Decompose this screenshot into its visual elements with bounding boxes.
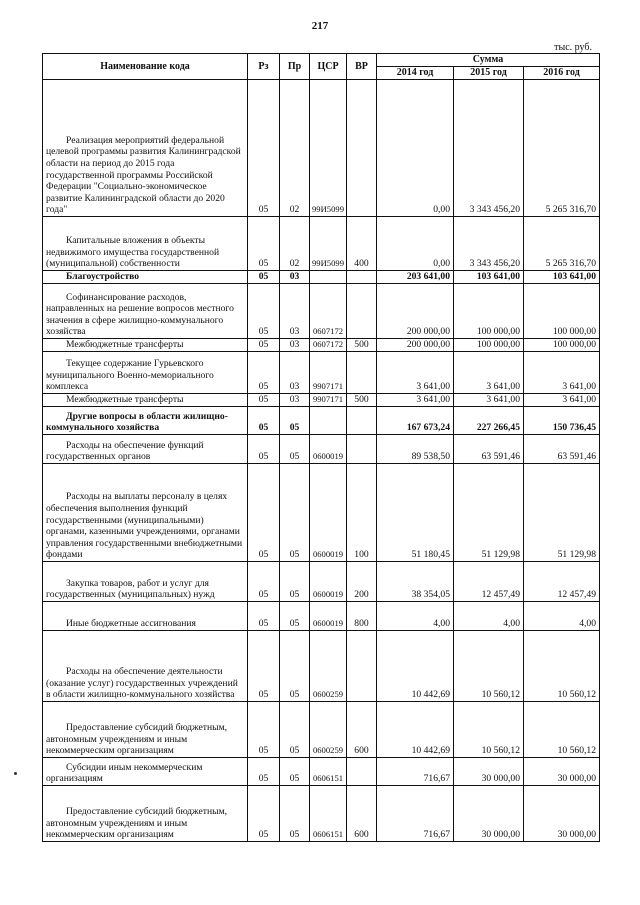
row-2016: 30 000,00 xyxy=(524,786,600,842)
row-2016: 5 265 316,70 xyxy=(524,80,600,217)
row-vr: 500 xyxy=(347,339,377,352)
row-2014: 38 354,05 xyxy=(377,562,454,602)
row-vr xyxy=(347,631,377,702)
row-pr: 05 xyxy=(280,562,310,602)
row-vr xyxy=(347,758,377,786)
row-csr: 0600019 xyxy=(310,562,347,602)
table-row xyxy=(43,464,600,562)
table-row xyxy=(43,339,600,352)
row-vr xyxy=(347,284,377,339)
row-pr: 03 xyxy=(280,394,310,407)
table-row xyxy=(43,786,600,842)
row-vr xyxy=(347,435,377,464)
row-pr: 05 xyxy=(280,602,310,631)
row-name: Реализация мероприятий федеральной целевой программы развития Калининградской области на период до 2015 года государственной программы Российской Федерации "Социально-экономическое развитие Калининградской области до 2020 года" xyxy=(43,80,248,217)
row-pr: 05 xyxy=(280,631,310,702)
row-vr: 600 xyxy=(347,786,377,842)
row-vr: 500 xyxy=(347,394,377,407)
row-2015: 12 457,49 xyxy=(454,562,524,602)
row-rz: 05 xyxy=(248,435,280,464)
row-rz: 05 xyxy=(248,702,280,758)
header-name: Наименование кода xyxy=(43,54,248,80)
row-rz: 05 xyxy=(248,631,280,702)
row-pr: 05 xyxy=(280,758,310,786)
row-2015: 4,00 xyxy=(454,602,524,631)
row-2015: 10 560,12 xyxy=(454,702,524,758)
row-rz: 05 xyxy=(248,339,280,352)
scan-speck xyxy=(14,772,17,775)
row-rz: 05 xyxy=(248,407,280,435)
row-csr: 0600019 xyxy=(310,464,347,562)
row-csr: 0600019 xyxy=(310,602,347,631)
row-csr: 0607172 xyxy=(310,284,347,339)
row-name: Предоставление субсидий бюджетным, автономным учреждениям и иным некоммерческим организациям xyxy=(43,702,248,758)
row-pr: 02 xyxy=(280,80,310,217)
row-csr: 99И5099 xyxy=(310,80,347,217)
row-2015: 100 000,00 xyxy=(454,339,524,352)
row-2015: 3 641,00 xyxy=(454,352,524,394)
row-2016: 51 129,98 xyxy=(524,464,600,562)
row-2014: 0,00 xyxy=(377,217,454,271)
row-csr xyxy=(310,407,347,435)
table-row xyxy=(43,562,600,602)
row-csr: 9907171 xyxy=(310,394,347,407)
row-csr: 99И5099 xyxy=(310,217,347,271)
row-2015: 103 641,00 xyxy=(454,271,524,284)
row-pr: 03 xyxy=(280,271,310,284)
row-rz: 05 xyxy=(248,284,280,339)
row-2016: 103 641,00 xyxy=(524,271,600,284)
budget-table xyxy=(42,53,600,842)
row-2016: 10 560,12 xyxy=(524,631,600,702)
row-rz: 05 xyxy=(248,352,280,394)
row-2016: 10 560,12 xyxy=(524,702,600,758)
row-2014: 3 641,00 xyxy=(377,352,454,394)
header-sum: Сумма xyxy=(377,54,600,67)
row-rz: 05 xyxy=(248,394,280,407)
row-2016: 100 000,00 xyxy=(524,284,600,339)
row-name: Иные бюджетные ассигнования xyxy=(43,602,248,631)
table-row xyxy=(43,602,600,631)
row-vr xyxy=(347,271,377,284)
row-csr: 0606151 xyxy=(310,758,347,786)
row-vr: 600 xyxy=(347,702,377,758)
table-row xyxy=(43,702,600,758)
row-csr: 0600259 xyxy=(310,702,347,758)
table-row xyxy=(43,271,600,284)
row-2016: 150 736,45 xyxy=(524,407,600,435)
header-2015: 2015 год xyxy=(454,67,524,80)
header-pr: Пр xyxy=(280,54,310,80)
header-csr: ЦСР xyxy=(310,54,347,80)
row-2014: 203 641,00 xyxy=(377,271,454,284)
row-vr xyxy=(347,352,377,394)
row-vr: 100 xyxy=(347,464,377,562)
row-csr: 9907171 xyxy=(310,352,347,394)
row-2015: 10 560,12 xyxy=(454,631,524,702)
row-2014: 10 442,69 xyxy=(377,702,454,758)
row-2014: 10 442,69 xyxy=(377,631,454,702)
row-csr: 0607172 xyxy=(310,339,347,352)
table-row xyxy=(43,284,600,339)
row-name: Предоставление субсидий бюджетным, автономным учреждениям и иным некоммерческим организациям xyxy=(43,786,248,842)
row-name: Расходы на обеспечение функций государственных органов xyxy=(43,435,248,464)
row-2014: 167 673,24 xyxy=(377,407,454,435)
row-name: Закупка товаров, работ и услуг для государственных (муниципальных) нужд xyxy=(43,562,248,602)
row-pr: 03 xyxy=(280,352,310,394)
row-name: Другие вопросы в области жилищно-коммунального хозяйства xyxy=(43,407,248,435)
table-row xyxy=(43,758,600,786)
row-name: Межбюджетные трансферты xyxy=(43,394,248,407)
unit-label: тыс. руб. xyxy=(554,42,592,53)
row-csr: 0600019 xyxy=(310,435,347,464)
row-name: Софинансирование расходов, направленных на решение вопросов местного значения в сфере жилищно-коммунального хозяйства xyxy=(43,284,248,339)
row-2016: 3 641,00 xyxy=(524,394,600,407)
row-2015: 227 266,45 xyxy=(454,407,524,435)
row-name: Межбюджетные трансферты xyxy=(43,339,248,352)
row-2015: 30 000,00 xyxy=(454,786,524,842)
row-csr: 0606151 xyxy=(310,786,347,842)
table-row xyxy=(43,631,600,702)
row-name: Капитальные вложения в объекты недвижимого имущества государственной (муниципальной) собственности xyxy=(43,217,248,271)
row-name: Субсидии иным некоммерческим организациям xyxy=(43,758,248,786)
row-rz: 05 xyxy=(248,786,280,842)
table-row xyxy=(43,352,600,394)
header-vr: ВР xyxy=(347,54,377,80)
header-2016: 2016 год xyxy=(524,67,600,80)
row-pr: 02 xyxy=(280,217,310,271)
page-number: 217 xyxy=(311,20,329,32)
row-2015: 51 129,98 xyxy=(454,464,524,562)
row-rz: 05 xyxy=(248,758,280,786)
row-2016: 4,00 xyxy=(524,602,600,631)
row-rz: 05 xyxy=(248,271,280,284)
row-2015: 3 343 456,20 xyxy=(454,217,524,271)
row-2015: 30 000,00 xyxy=(454,758,524,786)
row-2015: 100 000,00 xyxy=(454,284,524,339)
row-vr xyxy=(347,407,377,435)
row-pr: 05 xyxy=(280,786,310,842)
header-rz: Рз xyxy=(248,54,280,80)
row-2016: 12 457,49 xyxy=(524,562,600,602)
row-2016: 30 000,00 xyxy=(524,758,600,786)
row-2015: 3 343 456,20 xyxy=(454,80,524,217)
row-2014: 3 641,00 xyxy=(377,394,454,407)
row-vr: 200 xyxy=(347,562,377,602)
row-2014: 716,67 xyxy=(377,758,454,786)
row-rz: 05 xyxy=(248,217,280,271)
row-2014: 200 000,00 xyxy=(377,339,454,352)
row-name: Благоустройство xyxy=(43,271,248,284)
header-2014: 2014 год xyxy=(377,67,454,80)
row-vr: 400 xyxy=(347,217,377,271)
table-row xyxy=(43,407,600,435)
row-pr: 03 xyxy=(280,339,310,352)
row-2016: 5 265 316,70 xyxy=(524,217,600,271)
row-name: Расходы на выплаты персоналу в целях обеспечения выполнения функций государственными (муниципальными) органами, казенными учреждениями, органами управления государственными внебюджетными фондами xyxy=(43,464,248,562)
row-pr: 03 xyxy=(280,284,310,339)
row-name: Текущее содержание Гурьевского муниципального Военно-мемориального комплекса xyxy=(43,352,248,394)
row-csr xyxy=(310,271,347,284)
row-2016: 100 000,00 xyxy=(524,339,600,352)
table-row xyxy=(43,435,600,464)
row-name: Расходы на обеспечение деятельности (оказание услуг) государственных учреждений в области жилищно-коммунального хозяйства xyxy=(43,631,248,702)
row-vr xyxy=(347,80,377,217)
row-rz: 05 xyxy=(248,464,280,562)
row-2014: 89 538,50 xyxy=(377,435,454,464)
row-pr: 05 xyxy=(280,464,310,562)
row-2014: 4,00 xyxy=(377,602,454,631)
table-row xyxy=(43,217,600,271)
row-pr: 05 xyxy=(280,702,310,758)
row-pr: 05 xyxy=(280,407,310,435)
row-2014: 0,00 xyxy=(377,80,454,217)
row-csr: 0600259 xyxy=(310,631,347,702)
table-row xyxy=(43,80,600,217)
row-2014: 51 180,45 xyxy=(377,464,454,562)
row-rz: 05 xyxy=(248,602,280,631)
row-2016: 63 591,46 xyxy=(524,435,600,464)
row-rz: 05 xyxy=(248,562,280,602)
row-2015: 3 641,00 xyxy=(454,394,524,407)
table-row xyxy=(43,394,600,407)
row-pr: 05 xyxy=(280,435,310,464)
row-2016: 3 641,00 xyxy=(524,352,600,394)
row-2014: 200 000,00 xyxy=(377,284,454,339)
row-rz: 05 xyxy=(248,80,280,217)
row-2015: 63 591,46 xyxy=(454,435,524,464)
row-2014: 716,67 xyxy=(377,786,454,842)
row-vr: 800 xyxy=(347,602,377,631)
